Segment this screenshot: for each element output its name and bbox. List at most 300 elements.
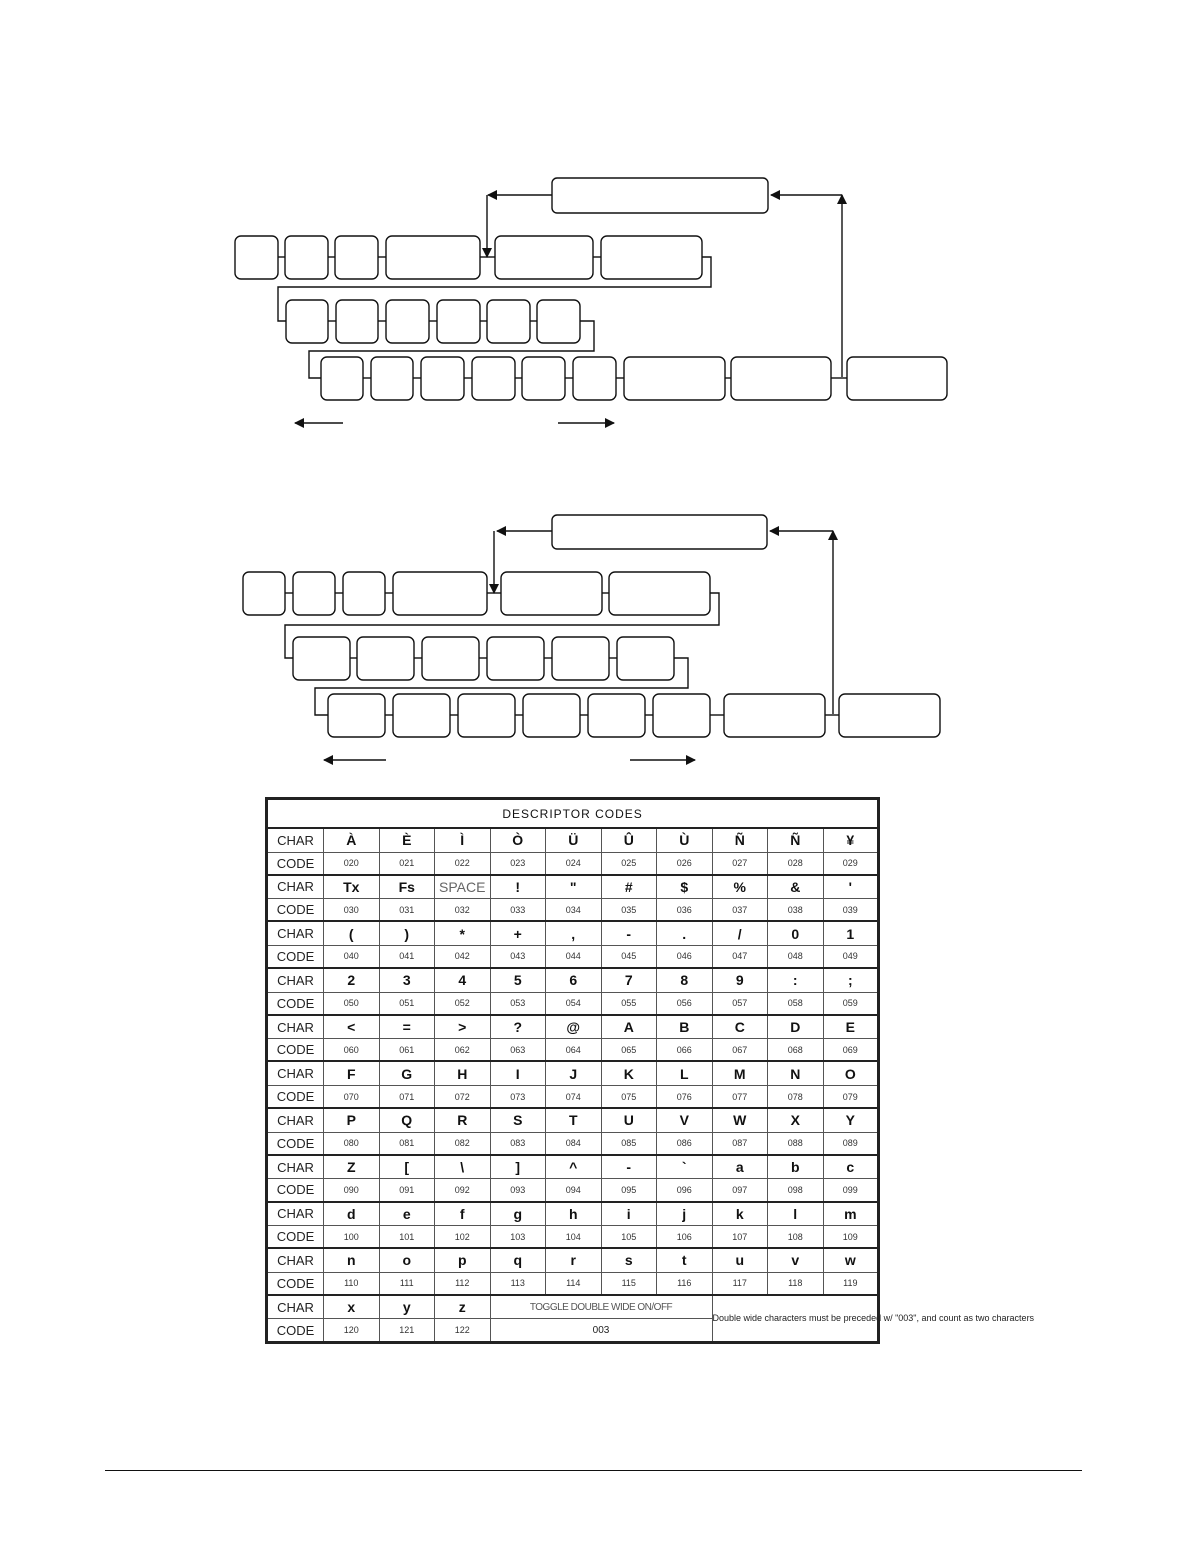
char-cell: p: [435, 1248, 491, 1272]
code-cell: 036: [657, 899, 713, 922]
char-cell: 5: [490, 968, 546, 992]
code-cell: 044: [546, 945, 602, 968]
char-row: [267, 968, 879, 992]
diagram2-row1-key-2: [293, 572, 335, 615]
code-cell: 043: [490, 945, 546, 968]
code-cell: 087: [712, 1132, 768, 1155]
char-row-label: CHAR: [267, 1248, 324, 1272]
char-cell: @: [546, 1015, 602, 1039]
code-cell: 020: [324, 852, 380, 875]
code-cell: 045: [601, 945, 657, 968]
code-cell: 071: [379, 1085, 435, 1108]
code-cell: 070: [324, 1085, 380, 1108]
code-row-label: CODE: [267, 852, 324, 875]
char-cell: /: [712, 921, 768, 945]
code-row: [267, 899, 879, 922]
char-cell: y: [379, 1295, 435, 1319]
code-cell: 065: [601, 1039, 657, 1062]
code-cell: 104: [546, 1226, 602, 1249]
char-cell: H: [435, 1061, 491, 1085]
diagram1-row2-key-1: [286, 300, 328, 343]
code-cell: 061: [379, 1039, 435, 1062]
char-row: [267, 1248, 879, 1272]
char-cell: ): [379, 921, 435, 945]
char-cell: b: [768, 1155, 824, 1179]
code-cell: 075: [601, 1085, 657, 1108]
code-cell: 077: [712, 1085, 768, 1108]
code-row-label: CODE: [267, 1272, 324, 1295]
code-cell: 109: [823, 1226, 879, 1249]
code-cell: 107: [712, 1226, 768, 1249]
diagram1-row3-key-4: [472, 357, 515, 400]
char-cell: w: [823, 1248, 879, 1272]
code-row-label: CODE: [267, 1132, 324, 1155]
code-cell: 121: [379, 1319, 435, 1343]
code-cell: 110: [324, 1272, 380, 1295]
code-cell: 085: [601, 1132, 657, 1155]
char-row: [267, 1108, 879, 1132]
char-cell: `: [657, 1155, 713, 1179]
code-cell: 090: [324, 1179, 380, 1202]
diagram2-row1-key-6: [609, 572, 710, 615]
code-cell: 091: [379, 1179, 435, 1202]
flow-diagram-1: [235, 178, 947, 423]
char-cell: M: [712, 1061, 768, 1085]
char-cell: ?: [490, 1015, 546, 1039]
code-cell: 113: [490, 1272, 546, 1295]
char-cell: 3: [379, 968, 435, 992]
char-row-label: CHAR: [267, 1202, 324, 1226]
code-row-label: CODE: [267, 1179, 324, 1202]
diagram2-row3-key-5: [588, 694, 645, 737]
footer-rule: [105, 1470, 1082, 1471]
diagram1-row3-key-2: [371, 357, 413, 400]
diagram2-row3-key-2: [393, 694, 450, 737]
code-row-label: CODE: [267, 1039, 324, 1062]
char-cell: Z: [324, 1155, 380, 1179]
code-cell: 062: [435, 1039, 491, 1062]
code-cell: 106: [657, 1226, 713, 1249]
char-cell: ]: [490, 1155, 546, 1179]
char-cell: 9: [712, 968, 768, 992]
char-cell: Y: [823, 1108, 879, 1132]
diagram2-row1-key-1: [243, 572, 285, 615]
code-row: [267, 992, 879, 1015]
char-cell: I: [490, 1061, 546, 1085]
code-cell: 082: [435, 1132, 491, 1155]
char-row: [267, 875, 879, 899]
code-cell: 078: [768, 1085, 824, 1108]
diagram2-row3-key-3: [458, 694, 515, 737]
char-cell: O: [823, 1061, 879, 1085]
diagram2-row2-key-4: [487, 637, 544, 680]
char-cell: -: [601, 921, 657, 945]
code-cell: 117: [712, 1272, 768, 1295]
code-cell: 032: [435, 899, 491, 922]
char-cell: g: [490, 1202, 546, 1226]
code-cell: 068: [768, 1039, 824, 1062]
char-cell: ": [546, 875, 602, 899]
char-cell: Ù: [657, 828, 713, 852]
diagram2-row3-key-6: [653, 694, 710, 737]
char-cell: A: [601, 1015, 657, 1039]
code-cell: 055: [601, 992, 657, 1015]
char-cell: L: [657, 1061, 713, 1085]
char-row-label: CHAR: [267, 828, 324, 852]
char-row-label: CHAR: [267, 1295, 324, 1319]
char-cell: j: [657, 1202, 713, 1226]
char-cell: X: [768, 1108, 824, 1132]
char-cell: ¥: [823, 828, 879, 852]
diagram1-row2-key-4: [437, 300, 480, 343]
double-wide-note: Double wide characters must be preceded w/ "003", and count as two characters: [712, 1295, 879, 1343]
code-cell: 080: [324, 1132, 380, 1155]
code-cell: 058: [768, 992, 824, 1015]
char-cell: e: [379, 1202, 435, 1226]
char-cell: Û: [601, 828, 657, 852]
char-cell: T: [546, 1108, 602, 1132]
char-cell: ^: [546, 1155, 602, 1179]
char-cell: 7: [601, 968, 657, 992]
char-cell: G: [379, 1061, 435, 1085]
diagram2-row2-key-3: [422, 637, 479, 680]
code-cell: 025: [601, 852, 657, 875]
diagram2-row1-key-5: [501, 572, 602, 615]
char-cell: $: [657, 875, 713, 899]
code-row-label: CODE: [267, 1226, 324, 1249]
char-cell: %: [712, 875, 768, 899]
diagram1-row3-key-5: [522, 357, 565, 400]
code-row-label: CODE: [267, 899, 324, 922]
diagram1-top-box: [552, 178, 768, 213]
char-cell: U: [601, 1108, 657, 1132]
diagram1-row3-key-9: [847, 357, 947, 400]
code-row: [267, 1179, 879, 1202]
code-cell: 100: [324, 1226, 380, 1249]
char-row-label: CHAR: [267, 1155, 324, 1179]
char-cell: P: [324, 1108, 380, 1132]
code-cell: 029: [823, 852, 879, 875]
char-cell: q: [490, 1248, 546, 1272]
code-cell: 041: [379, 945, 435, 968]
code-cell: 115: [601, 1272, 657, 1295]
char-row-label: CHAR: [267, 968, 324, 992]
code-cell: 119: [823, 1272, 879, 1295]
char-row: [267, 1295, 879, 1319]
code-cell: 049: [823, 945, 879, 968]
code-cell: 095: [601, 1179, 657, 1202]
code-cell: 022: [435, 852, 491, 875]
char-cell: Ü: [546, 828, 602, 852]
char-cell: Ñ: [712, 828, 768, 852]
code-row: [267, 852, 879, 875]
code-cell: 048: [768, 945, 824, 968]
toggle-double-wide-code: 003: [490, 1319, 712, 1343]
code-cell: 033: [490, 899, 546, 922]
code-cell: 047: [712, 945, 768, 968]
char-cell: 8: [657, 968, 713, 992]
char-cell: J: [546, 1061, 602, 1085]
char-cell: \: [435, 1155, 491, 1179]
code-cell: 024: [546, 852, 602, 875]
char-cell: <: [324, 1015, 380, 1039]
code-cell: 028: [768, 852, 824, 875]
code-cell: 053: [490, 992, 546, 1015]
code-cell: 120: [324, 1319, 380, 1343]
diagram2-row1-key-4: [393, 572, 487, 615]
code-cell: 031: [379, 899, 435, 922]
diagram2-row2-key-1: [293, 637, 350, 680]
char-cell: F: [324, 1061, 380, 1085]
char-cell: 0: [768, 921, 824, 945]
diagram1-row2-key-2: [336, 300, 378, 343]
char-row-label: CHAR: [267, 1061, 324, 1085]
char-cell: C: [712, 1015, 768, 1039]
char-cell: #: [601, 875, 657, 899]
diagram1-row2-key-6: [537, 300, 580, 343]
code-cell: 102: [435, 1226, 491, 1249]
char-row: [267, 1202, 879, 1226]
code-cell: 026: [657, 852, 713, 875]
code-cell: 111: [379, 1272, 435, 1295]
diagram2-row3-key-4: [523, 694, 580, 737]
char-cell: r: [546, 1248, 602, 1272]
diagram1-row3-key-6: [573, 357, 616, 400]
code-cell: 050: [324, 992, 380, 1015]
code-cell: 034: [546, 899, 602, 922]
char-cell: À: [324, 828, 380, 852]
char-cell: ;: [823, 968, 879, 992]
code-cell: 092: [435, 1179, 491, 1202]
code-cell: 064: [546, 1039, 602, 1062]
code-cell: 021: [379, 852, 435, 875]
diagram1-row1-key-2: [285, 236, 328, 279]
char-cell: z: [435, 1295, 491, 1319]
diagram1-row3-key-7: [624, 357, 725, 400]
code-cell: 067: [712, 1039, 768, 1062]
code-row: [267, 1272, 879, 1295]
code-cell: 051: [379, 992, 435, 1015]
char-cell: Ì: [435, 828, 491, 852]
char-cell: .: [657, 921, 713, 945]
code-cell: 060: [324, 1039, 380, 1062]
char-cell: c: [823, 1155, 879, 1179]
diagram1-row1-key-1: [235, 236, 278, 279]
code-row: [267, 945, 879, 968]
char-cell: +: [490, 921, 546, 945]
char-cell: È: [379, 828, 435, 852]
code-cell: 098: [768, 1179, 824, 1202]
char-cell: s: [601, 1248, 657, 1272]
code-cell: 097: [712, 1179, 768, 1202]
code-row-label: CODE: [267, 1085, 324, 1108]
char-cell: !: [490, 875, 546, 899]
code-row: [267, 1226, 879, 1249]
diagram1-row1-key-4: [386, 236, 480, 279]
diagram1-row3-key-3: [421, 357, 464, 400]
char-cell: N: [768, 1061, 824, 1085]
char-row-label: CHAR: [267, 875, 324, 899]
code-cell: 076: [657, 1085, 713, 1108]
code-cell: 057: [712, 992, 768, 1015]
code-cell: 122: [435, 1319, 491, 1343]
code-cell: 038: [768, 899, 824, 922]
code-cell: 069: [823, 1039, 879, 1062]
code-row-label: CODE: [267, 1319, 324, 1343]
diagram2-row3-key-7: [724, 694, 825, 737]
code-cell: 040: [324, 945, 380, 968]
char-cell: Ñ: [768, 828, 824, 852]
code-row: [267, 1085, 879, 1108]
char-cell: R: [435, 1108, 491, 1132]
char-cell: t: [657, 1248, 713, 1272]
diagram2-row1-key-3: [343, 572, 385, 615]
char-cell: SPACE: [435, 875, 491, 899]
char-cell: -: [601, 1155, 657, 1179]
char-cell: u: [712, 1248, 768, 1272]
char-cell: B: [657, 1015, 713, 1039]
code-cell: 105: [601, 1226, 657, 1249]
char-cell: W: [712, 1108, 768, 1132]
char-cell: m: [823, 1202, 879, 1226]
diagram2-top-box: [552, 515, 767, 549]
char-cell: a: [712, 1155, 768, 1179]
char-row-label: CHAR: [267, 921, 324, 945]
code-cell: 084: [546, 1132, 602, 1155]
char-row: [267, 921, 879, 945]
char-cell: D: [768, 1015, 824, 1039]
code-row-label: CODE: [267, 992, 324, 1015]
code-cell: 093: [490, 1179, 546, 1202]
diagram1-row3-key-1: [321, 357, 363, 400]
code-cell: 094: [546, 1179, 602, 1202]
code-cell: 063: [490, 1039, 546, 1062]
char-cell: o: [379, 1248, 435, 1272]
char-cell: Q: [379, 1108, 435, 1132]
char-row-label: CHAR: [267, 1015, 324, 1039]
char-cell: i: [601, 1202, 657, 1226]
diagram2-row3-key-8: [839, 694, 940, 737]
code-row: [267, 1039, 879, 1062]
char-cell: n: [324, 1248, 380, 1272]
diagram1-row2-key-3: [386, 300, 429, 343]
flow-diagram-2: [243, 515, 940, 760]
code-cell: 037: [712, 899, 768, 922]
code-cell: 086: [657, 1132, 713, 1155]
table-title: DESCRIPTOR CODES: [267, 799, 879, 829]
char-cell: [: [379, 1155, 435, 1179]
char-row: [267, 1061, 879, 1085]
diagram1-row1-key-5: [495, 236, 593, 279]
code-cell: 081: [379, 1132, 435, 1155]
char-cell: K: [601, 1061, 657, 1085]
char-cell: V: [657, 1108, 713, 1132]
code-cell: 112: [435, 1272, 491, 1295]
char-cell: E: [823, 1015, 879, 1039]
code-cell: 052: [435, 992, 491, 1015]
code-cell: 073: [490, 1085, 546, 1108]
code-cell: 089: [823, 1132, 879, 1155]
code-cell: 118: [768, 1272, 824, 1295]
diagram1-row2-key-5: [487, 300, 530, 343]
code-cell: 096: [657, 1179, 713, 1202]
code-cell: 066: [657, 1039, 713, 1062]
descriptor-codes-table: [265, 797, 1035, 1344]
code-cell: 083: [490, 1132, 546, 1155]
char-cell: >: [435, 1015, 491, 1039]
code-cell: 035: [601, 899, 657, 922]
code-row: [267, 1132, 879, 1155]
code-cell: 042: [435, 945, 491, 968]
char-cell: (: [324, 921, 380, 945]
char-cell: &: [768, 875, 824, 899]
code-cell: 103: [490, 1226, 546, 1249]
code-cell: 074: [546, 1085, 602, 1108]
code-cell: 056: [657, 992, 713, 1015]
code-cell: 054: [546, 992, 602, 1015]
char-cell: Fs: [379, 875, 435, 899]
diagram2-row2-key-6: [617, 637, 674, 680]
char-row: [267, 1015, 879, 1039]
diagram1-row3-key-8: [731, 357, 831, 400]
code-cell: 088: [768, 1132, 824, 1155]
char-cell: ,: [546, 921, 602, 945]
char-cell: *: [435, 921, 491, 945]
diagram2-row2-key-5: [552, 637, 609, 680]
char-cell: v: [768, 1248, 824, 1272]
char-cell: 6: [546, 968, 602, 992]
char-cell: d: [324, 1202, 380, 1226]
code-cell: 030: [324, 899, 380, 922]
char-cell: 2: [324, 968, 380, 992]
code-cell: 072: [435, 1085, 491, 1108]
char-cell: h: [546, 1202, 602, 1226]
char-row: [267, 1155, 879, 1179]
char-cell: Ò: [490, 828, 546, 852]
code-cell: 114: [546, 1272, 602, 1295]
char-cell: Tx: [324, 875, 380, 899]
char-cell: ': [823, 875, 879, 899]
code-cell: 101: [379, 1226, 435, 1249]
char-cell: =: [379, 1015, 435, 1039]
code-cell: 046: [657, 945, 713, 968]
char-cell: :: [768, 968, 824, 992]
code-cell: 059: [823, 992, 879, 1015]
code-cell: 116: [657, 1272, 713, 1295]
code-cell: 039: [823, 899, 879, 922]
diagram2-row3-key-1: [328, 694, 385, 737]
char-cell: k: [712, 1202, 768, 1226]
char-row-label: CHAR: [267, 1108, 324, 1132]
code-cell: 023: [490, 852, 546, 875]
toggle-double-wide-label: TOGGLE DOUBLE WIDE ON/OFF: [490, 1295, 712, 1319]
code-cell: 027: [712, 852, 768, 875]
char-cell: 1: [823, 921, 879, 945]
char-cell: S: [490, 1108, 546, 1132]
code-cell: 108: [768, 1226, 824, 1249]
code-row-label: CODE: [267, 945, 324, 968]
char-cell: 4: [435, 968, 491, 992]
char-row: [267, 828, 879, 852]
code-cell: 079: [823, 1085, 879, 1108]
char-cell: x: [324, 1295, 380, 1319]
diagram1-row1-key-3: [335, 236, 378, 279]
diagram1-row1-key-6: [601, 236, 702, 279]
char-cell: l: [768, 1202, 824, 1226]
char-cell: f: [435, 1202, 491, 1226]
diagram2-row2-key-2: [357, 637, 414, 680]
code-cell: 099: [823, 1179, 879, 1202]
